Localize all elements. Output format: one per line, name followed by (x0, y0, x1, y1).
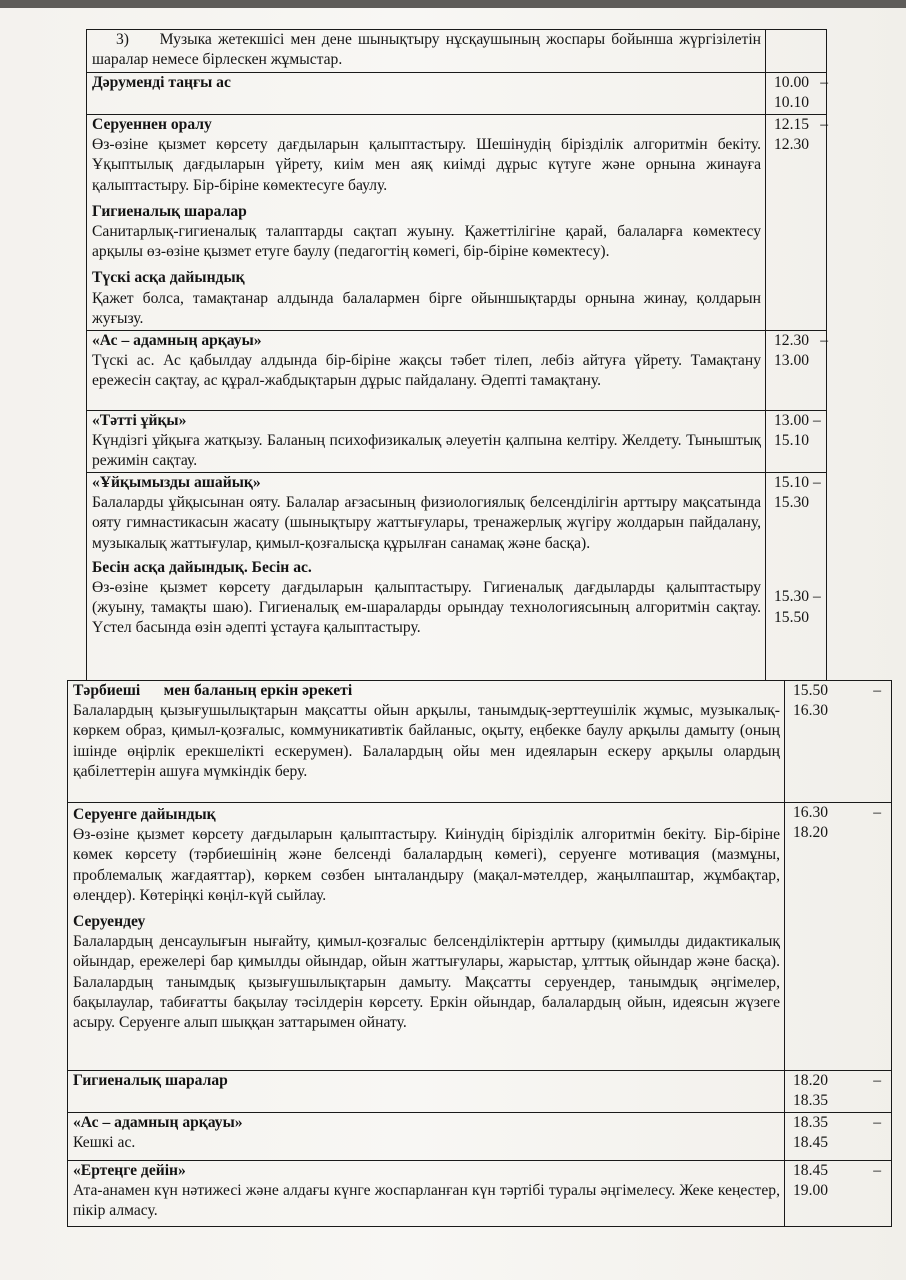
activity-text: Күндізгі ұйқыға жатқызу. Баланың психофизикалық әлеуетін қалпына келтіру. Желдету. Тыныштық режимін сақтау. (92, 432, 761, 470)
activity-cell (87, 73, 766, 115)
activity-heading: «Ас – адамның арқауы» (92, 332, 262, 349)
activity-heading: Серуеннен оралу (92, 116, 212, 133)
schedule-table-lower (67, 680, 892, 1227)
time-start: 12.15 (774, 116, 810, 133)
table-row (68, 1161, 892, 1227)
time-start: 15.10 – (774, 474, 821, 491)
time-dash: – (820, 116, 828, 133)
time-end: 18.45 (793, 1134, 829, 1152)
time-end: 16.30 (793, 702, 829, 720)
activity-heading: Бесін асқа дайындық. Бесін ас. (92, 558, 312, 576)
activity-heading: «Ертеңге дейін» (73, 1162, 186, 1179)
time-end: 15.30 (774, 494, 810, 512)
time-dash: – (873, 1114, 881, 1131)
activity-heading: Дәрумендi таңғы ас (92, 74, 231, 91)
time-start: 10.00 (774, 74, 810, 91)
time-end: 13.00 (774, 352, 810, 370)
activity-heading: Серуенге дайындық (73, 806, 216, 823)
time-cell (766, 73, 827, 115)
activity-text: Өз-өзіне қызмет көрсету дағдыларын қалыптастыру. Шешінудің бірізділік алгоритмін бекіту. Ұқыптылық дағдыларын үйрету, киім мен аяқ киімді дұрыс күтуге және орнына жинауға қалыптастыру. Бір-біріне көмектесуге баулу. (92, 136, 761, 194)
schedule-table-upper (86, 29, 827, 681)
activity-cell (87, 473, 766, 681)
time-dash: – (873, 804, 881, 821)
activity-heading: Гигиеналық шаралар (73, 1072, 228, 1089)
table-row (87, 473, 827, 681)
activity-text: Өз-өзіне қызмет көрсету дағдыларын қалыптастыру. Киінудің бірізділік алгоритмін бекіту. Бір-біріне көмек көрсету (тәрбиешінің және белсенді балалардың көмегі), серуенге мотивация (мазмұны, проблемалық жағдаяттар), көркем сөзбен ынталандыру (мақал-мәтелдер, жаңылпаштар, жұмбақтар, өлеңдер). Көтеріңкі көңіл-күй сыйлау. (73, 826, 780, 904)
activity-text: Балалардың қызығушылықтарын мақсатты ойын арқылы, танымдық-зерттеушілік жұмыс, музыкалық-көркем образ, қимыл-қозғалыс, коммуникативтік байланыс, оқыту, еңбекке баулу арқылы дамыту (оның ішінде өңірлік ерекшелікті ескерумен). Балалардың ойы мен идеяларын ескеру арқылы олардың қабілеттерін ашуға мүмкіндік беру. (73, 702, 780, 780)
time-cell (766, 411, 827, 473)
time-dash: – (820, 74, 828, 91)
activity-heading: Серуендеу (73, 913, 146, 931)
time-dash: – (873, 1162, 881, 1179)
activity-cell (68, 681, 785, 803)
activity-text: Балалардың денсаулығын нығайту, қимыл-қозғалыс белсенділіктерін арттыру (қимылды дидактикалық ойындар, ережелері бар қимылды ойындар, ойын жаттығулары, жарыстар, ұлттық ойындар және басқа). Балалардың танымдық қызығушылықтарын дамыту. Мақсатты серуендер, танымдық әңгімелер, бақылаулар, табиғатты бақылау тәсілдерін көрсету. Еркін ойындар, балалардың ойын, идеясын жүзеге асыру. Серуенге алып шыққан заттарымен ойнату. (73, 933, 780, 1032)
time-end: 18.35 (793, 1092, 829, 1110)
time-cell (785, 681, 892, 803)
table-row (87, 115, 827, 331)
table-row (68, 1113, 892, 1161)
time-end: 15.50 (774, 608, 810, 626)
activity-cell (87, 331, 766, 411)
time-dash: – (873, 682, 881, 699)
activity-cell (87, 115, 766, 331)
activity-heading: «Ас – адамның арқауы» (73, 1114, 243, 1131)
activity-text: Санитарлық-гигиеналық талаптарды сақтап жуыну. Қажеттілігіне қарай, балаларға көмектесу арқылы өз-өзіне қызмет етуге баулу (педагогтің көмегі, бір-біріне көмектесу). (92, 223, 761, 261)
table-row (68, 681, 892, 803)
activity-cell (87, 411, 766, 473)
activity-heading: Түскі асқа дайындық (92, 269, 245, 287)
activity-cell (68, 1161, 785, 1227)
activity-text: Өз-өзіне қызмет көрсету дағдыларын қалыптастыру. Гигиеналық дағдыларды қалыптастыру (жуыну, тамақты шаю). Гигиеналық ем-шараларды орындау технологиясының алгоритмін сақтау. Үстел басында өзін әдепті ұстауға қалыптастыру. (92, 579, 761, 637)
time-start: 18.20 (793, 1072, 829, 1089)
time-start: 18.45 (793, 1162, 829, 1179)
activity-cell (68, 803, 785, 1071)
time-cell (766, 115, 827, 331)
activity-cell (68, 1113, 785, 1161)
time-start: 15.30 – (774, 588, 821, 606)
time-end: 15.10 (774, 432, 810, 450)
table-row (87, 411, 827, 473)
time-start: 13.00 – (774, 412, 821, 429)
activity-text: Балаларды ұйқысынан ояту. Балалар ағзасының физиологиялық белсенділігін арттыру мақсатында ояту гимнастикасын жасату (шынықтыру жаттығулары, тренажерлық жүгіру жолдарын пайдалану, музыкалық жаттығулар, қимыл-қозғалысқа құрылған санамақ және басқа). (92, 494, 761, 552)
activity-cell (87, 30, 766, 73)
activity-heading: «Ұйқымызды ашайық» (92, 474, 261, 491)
time-start: 12.30 (774, 332, 810, 349)
time-end: 19.00 (793, 1182, 829, 1200)
time-cell (785, 803, 892, 1071)
activity-cell (68, 1071, 785, 1113)
activity-heading: Тәрбиеші мен баланың еркін әрекеті (73, 682, 353, 699)
time-end: 12.30 (774, 136, 810, 154)
time-cell (766, 473, 827, 681)
time-start: 18.35 (793, 1114, 829, 1131)
time-cell (766, 30, 827, 73)
time-dash: – (873, 1072, 881, 1089)
time-start: 16.30 (793, 804, 829, 821)
table-row (87, 73, 827, 115)
time-end: 18.20 (793, 824, 829, 842)
activity-text: Қажет болса, тамақтанар алдында балалармен бірге ойыншықтарды орнына жинау, қолдарын жуғызу. (92, 289, 761, 327)
activity-heading: Гигиеналық шаралар (92, 202, 247, 220)
table-row (68, 1071, 892, 1113)
time-dash: – (820, 332, 828, 349)
activity-text: Ата-анамен күн нәтижесі және алдағы күнге жоспарланған күн тәртібі туралы әңгімелесу. Жеке кеңестер, пікір алмасу. (73, 1182, 780, 1220)
table-row (87, 331, 827, 411)
table-row (68, 803, 892, 1071)
time-cell (785, 1071, 892, 1113)
table-row (87, 30, 827, 73)
time-end: 10.10 (774, 94, 810, 112)
time-cell (766, 331, 827, 411)
time-start: 15.50 (793, 682, 829, 699)
activity-text: Кешкі ас. (73, 1134, 136, 1152)
document-page (0, 8, 906, 1280)
time-cell (785, 1161, 892, 1227)
activity-heading: «Тәтті ұйқы» (92, 412, 187, 429)
time-cell (785, 1113, 892, 1161)
activity-text: 3) Музыка жетекшісі мен дене шынықтыру нұсқаушының жоспары бойынша жүргізілетін шаралар немесе бірлескен жұмыстар. (92, 31, 761, 69)
activity-text: Түскі ас. Ас қабылдау алдында бір-біріне жақсы тәбет тілеп, лебіз айтуға үйрету. Тамақтану ережесін сақтау, ас құрал-жабдықтарын дұрыс пайдалану. Әдепті тамақтану. (92, 352, 761, 390)
